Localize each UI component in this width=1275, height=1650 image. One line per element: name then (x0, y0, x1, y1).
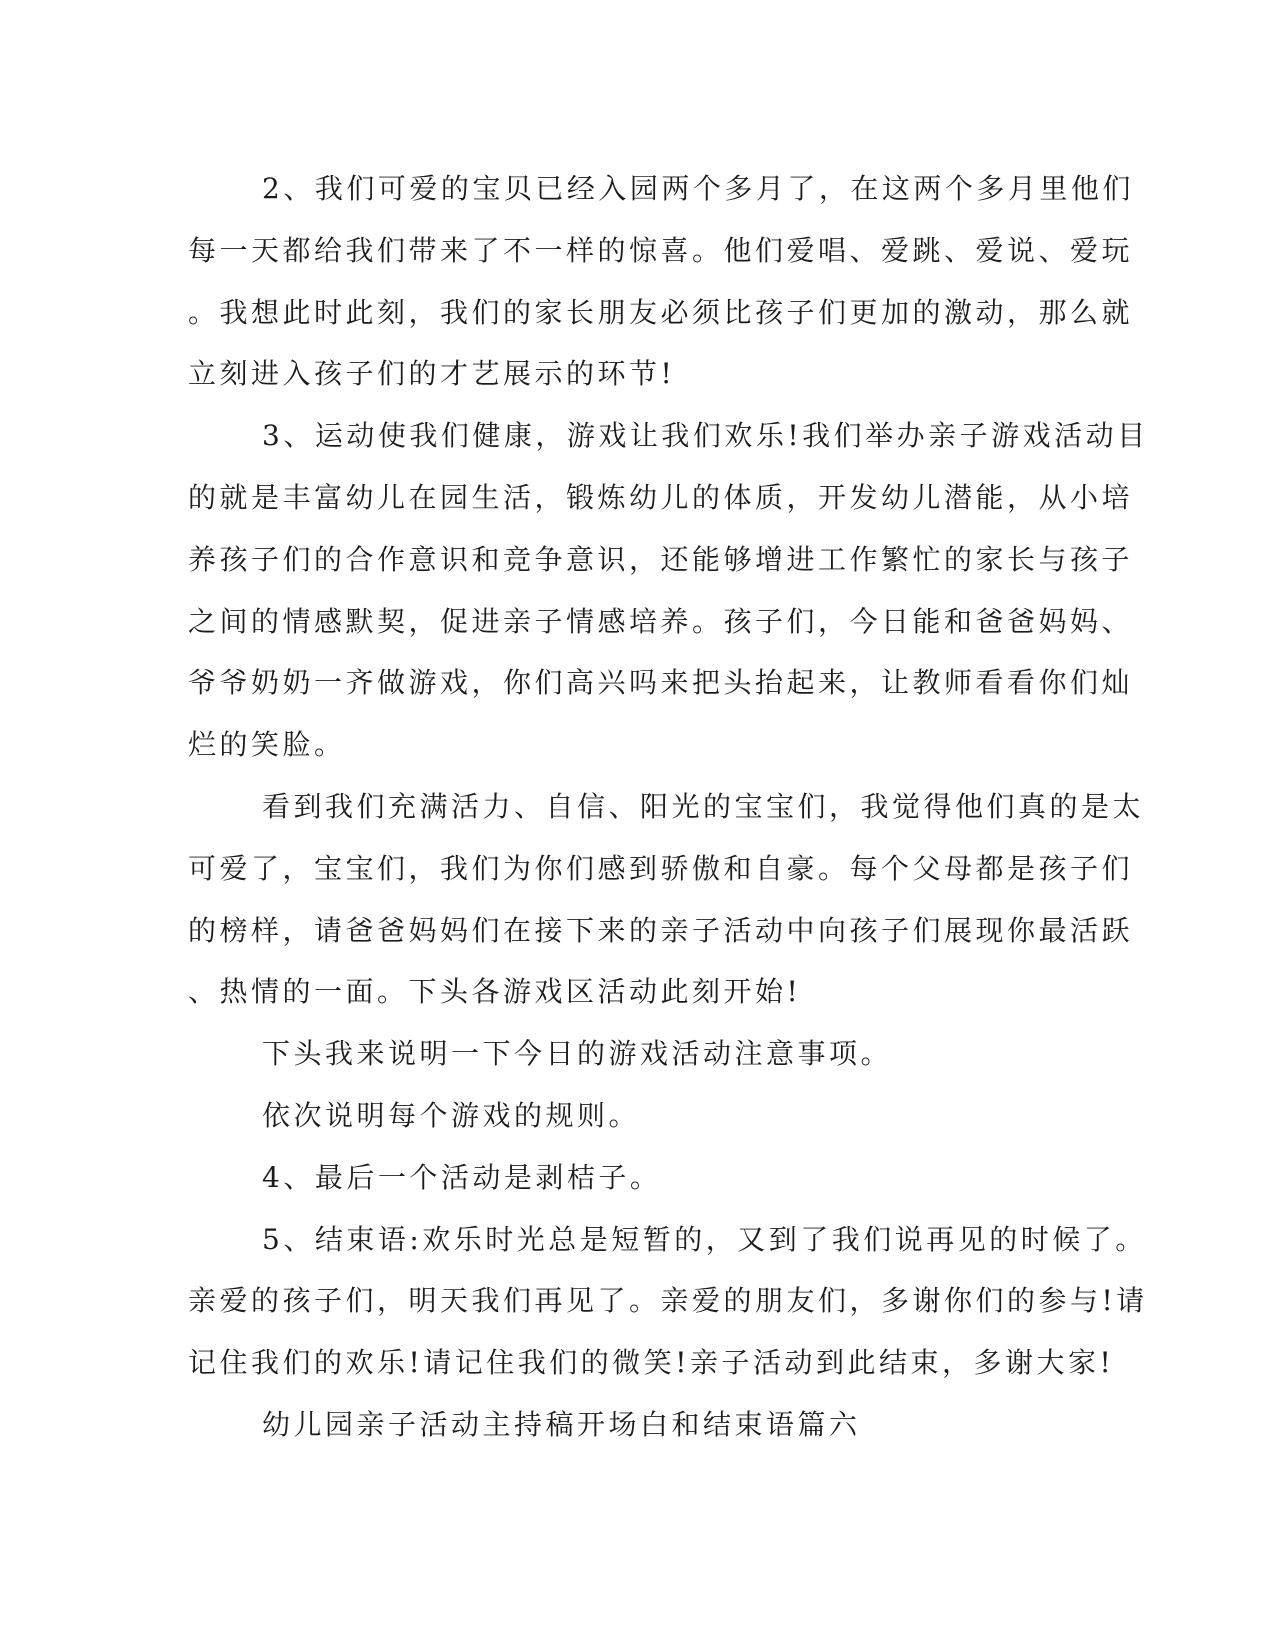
paragraph-cheer (188, 776, 1145, 1023)
text-line: 依次说明每个游戏的规则。 (262, 1098, 641, 1132)
paragraph-3 (188, 405, 1149, 776)
section-heading (188, 1394, 1083, 1456)
text-line: 烂的笑脸。 (188, 728, 346, 762)
text-line: 记住我们的欢乐!请记住我们的微笑!亲子活动到此结束，多谢大家! (188, 1346, 1115, 1380)
text-line: 。我想此时此刻，我们的家长朋友必须比孩子们更加的激动，那么就 (188, 295, 1134, 329)
text-line: 爷爷奶奶一齐做游戏，你们高兴吗来把头抬起来，让教师看看你们灿 (188, 666, 1134, 700)
text-line: 5、结束语:欢乐时光总是短暂的，又到了我们说再见的时候了。 (262, 1222, 1147, 1256)
text-line: 的就是丰富幼儿在园生活，锻炼幼儿的体质，开发幼儿潜能，从小培 (188, 480, 1134, 514)
text-line: 之间的情感默契，促进亲子情感培养。孩子们，今日能和爸爸妈妈、 (188, 604, 1134, 638)
paragraph-rules (188, 1085, 1083, 1147)
text-line: 的榜样，请爸爸妈妈们在接下来的亲子活动中向孩子们展现你最活跃 (188, 913, 1134, 947)
text-line: 3、运动使我们健康，游戏让我们欢乐!我们举办亲子游戏活动目 (262, 419, 1149, 453)
text-line: 每一天都给我们带来了不一样的惊喜。他们爱唱、爱跳、爱说、爱玩 (188, 233, 1134, 267)
paragraph-5 (188, 1209, 1148, 1394)
paragraph-notice (188, 1023, 1083, 1085)
paragraph-2 (188, 158, 1134, 405)
text-line: 立刻进入孩子们的才艺展示的环节! (188, 357, 676, 391)
text-line: 幼儿园亲子活动主持稿开场白和结束语篇六 (262, 1407, 861, 1441)
text-line: 看到我们充满活力、自信、阳光的宝宝们，我觉得他们真的是太 (262, 789, 1145, 823)
text-line: 养孩子们的合作意识和竞争意识，还能够增进工作繁忙的家长与孩子 (188, 542, 1134, 576)
paragraph-4 (188, 1147, 1083, 1209)
text-line: 4、最后一个活动是剥桔子。 (262, 1160, 662, 1194)
text-line: 下头我来说明一下今日的游戏活动注意事项。 (262, 1037, 893, 1071)
text-line: 亲爱的孩子们，明天我们再见了。亲爱的朋友们，多谢你们的参与!请 (188, 1284, 1148, 1318)
text-line: 2、我们可爱的宝贝已经入园两个多月了，在这两个多月里他们 (262, 172, 1134, 205)
text-line: 可爱了，宝宝们，我们为你们感到骄傲和自豪。每个父母都是孩子们 (188, 851, 1134, 885)
document-body (188, 158, 1149, 1456)
text-line: 、热情的一面。下头各游戏区活动此刻开始! (188, 975, 802, 1009)
